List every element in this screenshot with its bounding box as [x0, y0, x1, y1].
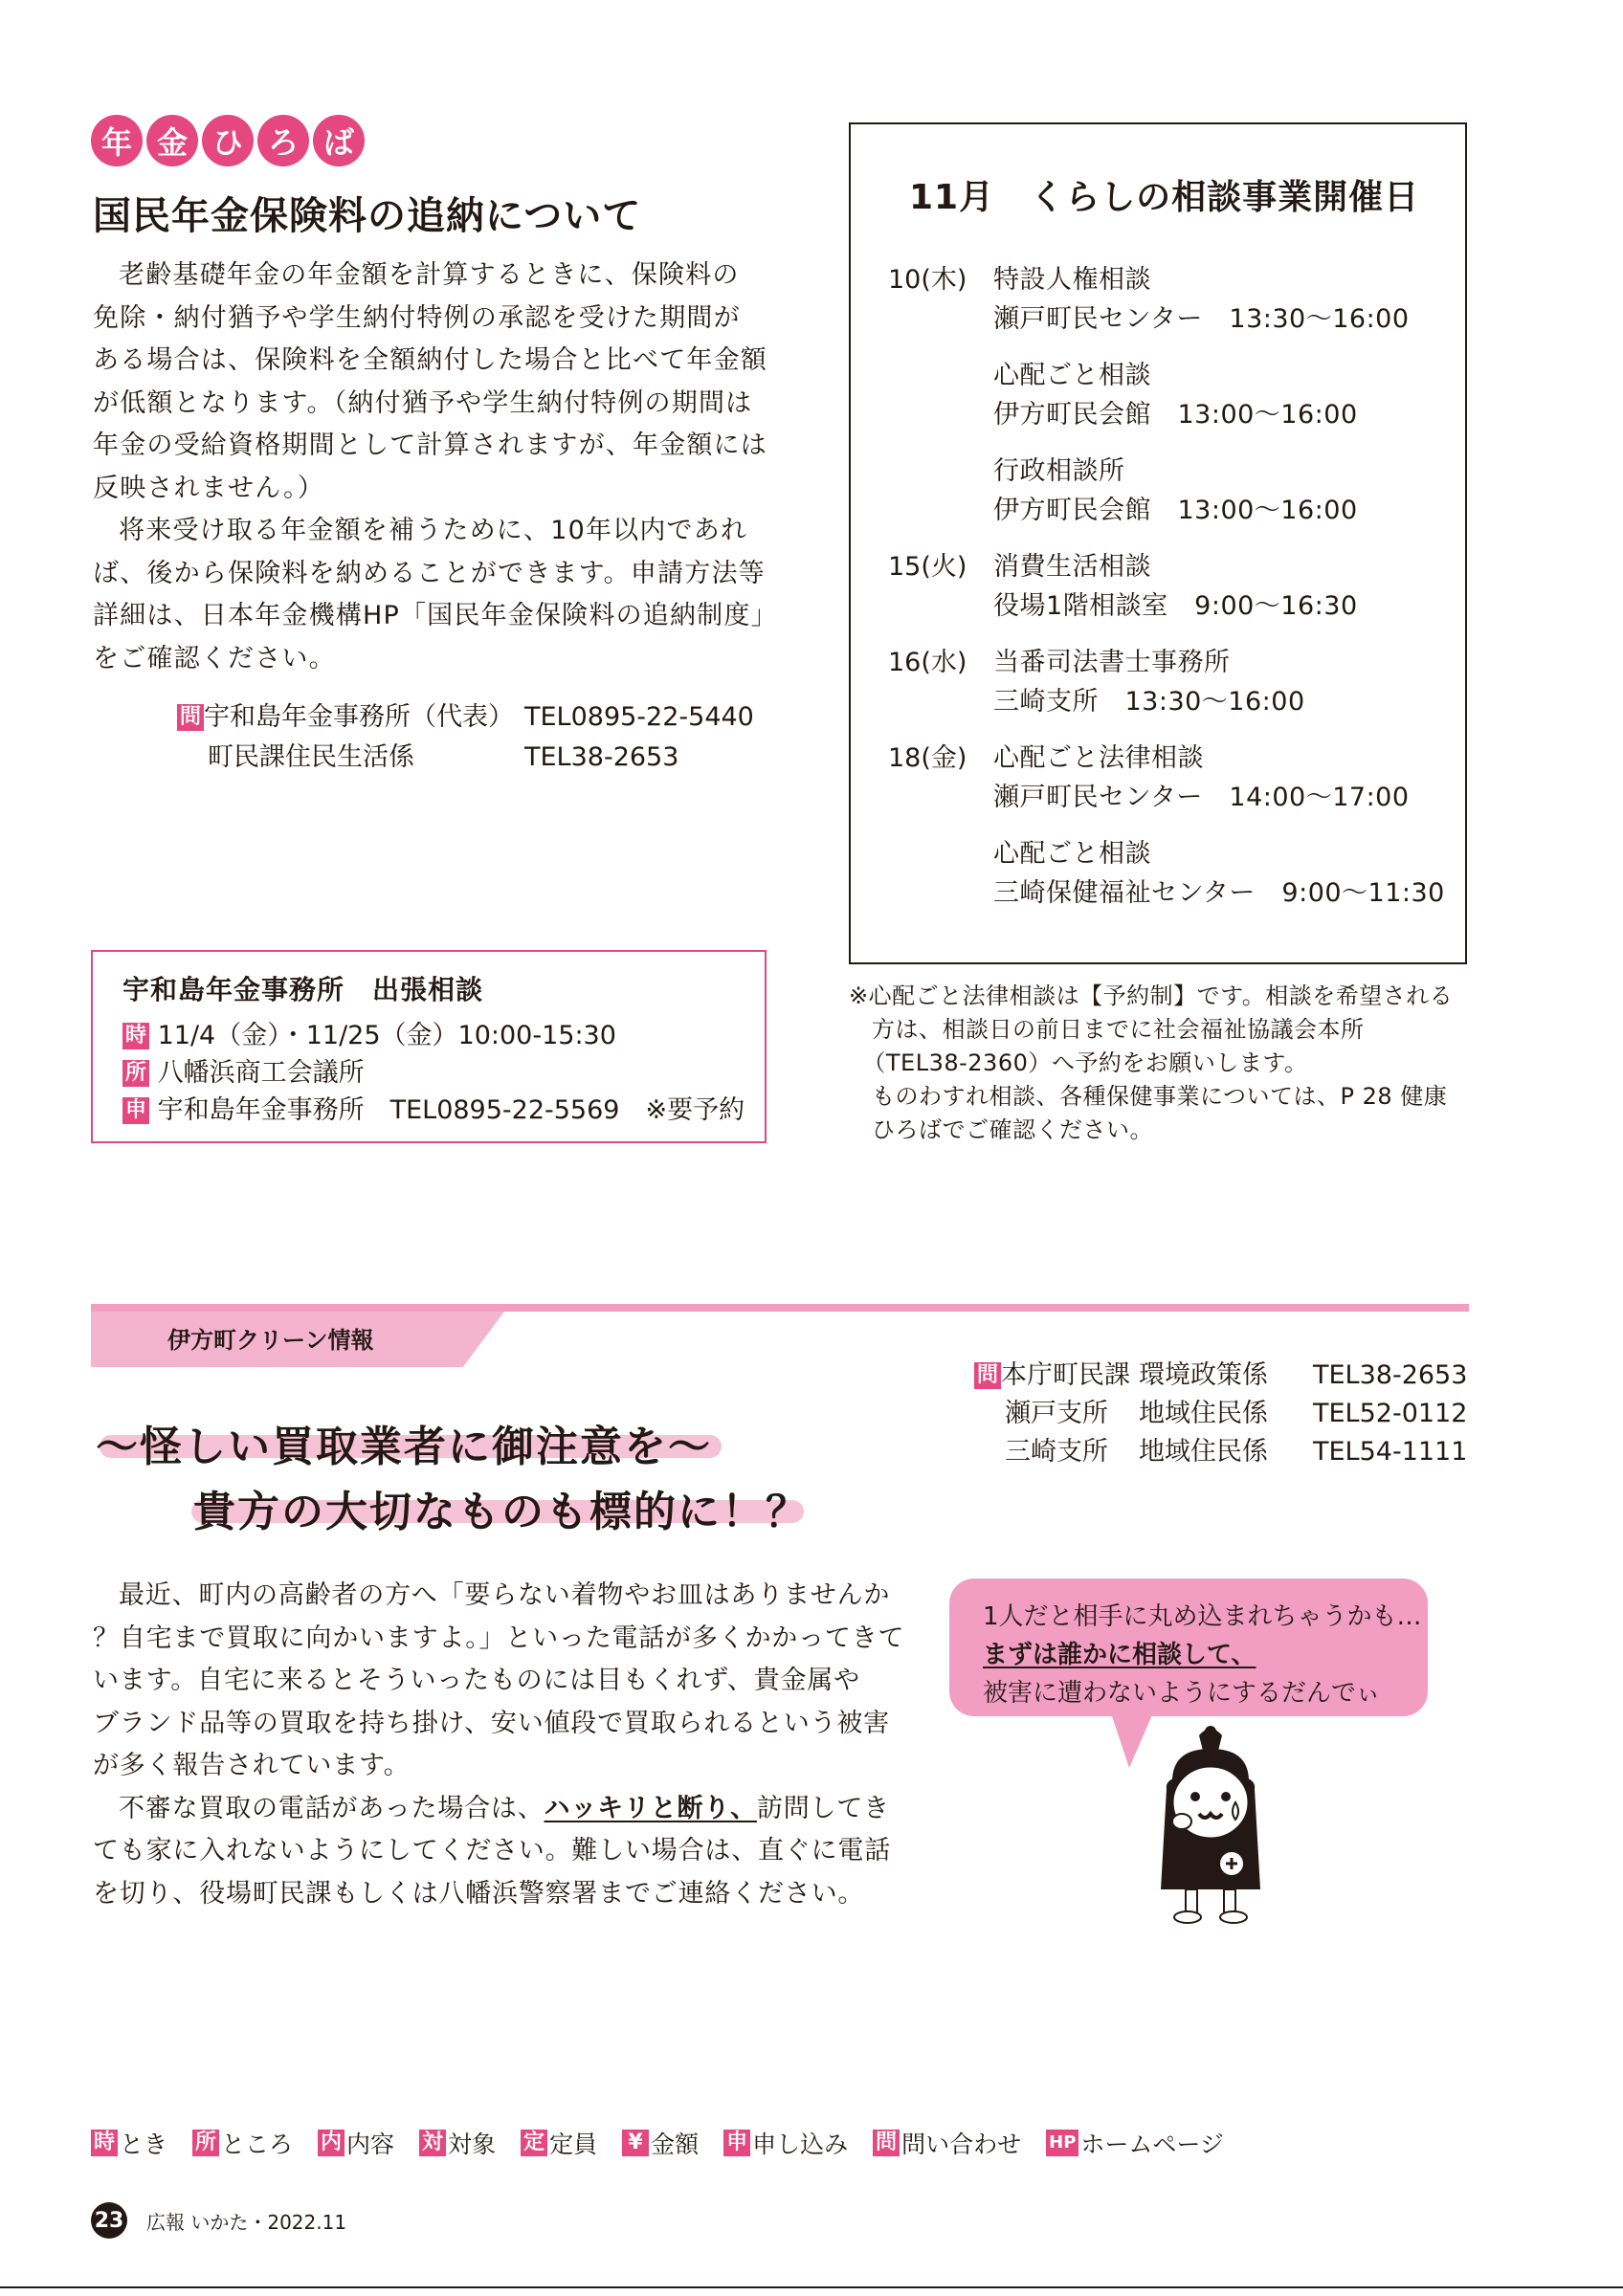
- badge-char: ろ: [257, 115, 309, 166]
- body-line: ば、後から保険料を納めることができます。申請方法等: [93, 558, 766, 588]
- body-line: が低額となります。（納付猶予や学生納付特例の期間は: [93, 387, 753, 418]
- inquiry-mark: 問: [177, 704, 204, 731]
- consult-name: 心配ごと法律相談: [993, 743, 1204, 773]
- clean-title-line2: 貴方の大切なものも標的に！？: [193, 1488, 810, 1536]
- office-name: 本庁町民課: [1001, 1360, 1130, 1390]
- section-divider: [91, 1304, 1469, 1312]
- legend-label: ホームページ: [1080, 2130, 1224, 2158]
- legend-item: [723, 2126, 848, 2160]
- body-line: が多く報告されています。: [93, 1751, 411, 1780]
- body-line: ても家に入れないようにしてください。難しい場合は、直ぐに電話: [93, 1836, 891, 1866]
- legend-label: 内容: [346, 2130, 395, 2158]
- legend-label: ところ: [221, 2130, 294, 2158]
- speech-bubble-text: [983, 1598, 1422, 1712]
- consult-date: 16(水): [888, 648, 967, 677]
- legend-item: [419, 2126, 496, 2160]
- legend-label: 対象: [448, 2130, 497, 2158]
- symbol-legend: [91, 2126, 1224, 2160]
- section-badge: [91, 115, 365, 166]
- badge-char: 年: [91, 115, 143, 166]
- page-number: 23: [91, 2202, 127, 2239]
- note-line: ものわすれ相談、各種保健事業については、P 28 健康: [872, 1083, 1448, 1110]
- inquiry-mark: 問: [974, 1362, 1001, 1389]
- contact-name: 宇和島年金事務所（代表）: [204, 702, 514, 732]
- consult-name: 消費生活相談: [993, 552, 1151, 582]
- consult-name: 当番司法書士事務所: [993, 648, 1231, 677]
- legend-label: 金額: [651, 2130, 700, 2158]
- consult-date: 15(火): [888, 552, 967, 582]
- clean-contact-tel: TEL52-0112: [1313, 1399, 1468, 1428]
- body-text: 不審な買取の電話があった場合は、: [119, 1793, 545, 1823]
- branch-apply-text: 宇和島年金事務所 TEL0895-22-5569 ※要予約: [157, 1095, 745, 1125]
- legend-item: [873, 2126, 1021, 2160]
- legend-mark: 所: [192, 2130, 219, 2156]
- consult-schedule-box: [849, 122, 1467, 964]
- time-mark: 時: [122, 1023, 149, 1049]
- note-line: （TEL38-2360）へ予約をお願いします。: [862, 1049, 1308, 1076]
- body-text: 訪問してき: [756, 1793, 890, 1823]
- legend-mark: 時: [91, 2130, 118, 2156]
- legend-mark: 問: [873, 2130, 900, 2156]
- body-line: ブランド品等の買取を持ち掛け、安い値段で買取られるという被害: [93, 1708, 890, 1738]
- consult-title: 11月 くらしの相談事業開催日: [909, 178, 1420, 217]
- clean-title-line1: ～怪しい買取業者に御注意を～: [96, 1423, 712, 1471]
- note-line: 方は、相談日の前日までに社会福祉協議会本所: [872, 1016, 1365, 1043]
- branch-when-text: 11/4（金）・11/25（金）10:00-15:30: [157, 1021, 616, 1050]
- body-line: 最近、町内の高齢者の方へ「要らない着物やお皿はありませんか: [119, 1580, 891, 1610]
- branch-when: [122, 1014, 616, 1051]
- body-line: 詳細は、日本年金機構HP「国民年金保険料の追納制度」: [93, 601, 778, 630]
- body-line: ？自宅まで買取に向かいますよ。」といった電話が多くかかってきて: [93, 1623, 905, 1653]
- legend-item: [1046, 2126, 1224, 2160]
- bubble-line-emphasis: まずは誰かに相談して、: [983, 1641, 1256, 1669]
- body-line: 将来受け取る年金額を補うために、10年以内であれ: [119, 516, 748, 545]
- legend-mark: 内: [318, 2130, 345, 2156]
- clean-contact-office: [974, 1357, 1130, 1395]
- consult-date: 10(木): [888, 265, 967, 295]
- bottom-rule: [0, 2286, 1623, 2288]
- legend-item: [622, 2126, 699, 2160]
- consult-name: 行政相談所: [993, 456, 1125, 486]
- legend-label: 申し込み: [752, 2130, 849, 2158]
- consult-detail: 伊方町民会館 13:00～16:00: [993, 496, 1358, 525]
- body-line: 老齢基礎年金の年金額を計算するときに、保険料の: [119, 260, 740, 290]
- legend-mark: 対: [419, 2130, 446, 2156]
- consult-note: [849, 980, 1480, 1147]
- branch-where: [122, 1051, 365, 1089]
- legend-mark: ¥: [622, 2130, 649, 2156]
- badge-char: ば: [313, 115, 365, 166]
- legend-mark: 申: [723, 2130, 750, 2156]
- body-line: ある場合は、保険料を全額納付した場合と比べて年金額: [93, 345, 767, 375]
- legend-label: 問い合わせ: [901, 2130, 1022, 2158]
- consult-detail: 瀬戸町民センター 14:00～17:00: [993, 783, 1410, 812]
- clean-contact-section: 地域住民係: [1139, 1399, 1268, 1428]
- body-line: をご確認ください。: [93, 643, 336, 673]
- legend-label: 定員: [549, 2130, 598, 2158]
- pension-contact-1: [177, 698, 514, 737]
- body-line: います。自宅に来るとそういったものには目もくれず、貴金属や: [93, 1666, 860, 1695]
- body-line: 年金の受給資格期間として計算されますが、年金額には: [93, 430, 767, 460]
- pension-contact-2-tel: TEL38-2653: [524, 742, 679, 772]
- body-line: 免除・納付猶予や学生納付特例の承認を受けた期間が: [93, 302, 741, 333]
- pension-contact-1-tel: TEL0895-22-5440: [524, 702, 754, 732]
- pension-contact-2: 町民課住民生活係: [208, 742, 414, 772]
- consult-name: 心配ごと相談: [993, 839, 1151, 869]
- publication-name: 広報 いかた・2022.11: [146, 2211, 347, 2234]
- consult-name: 心配ごと相談: [993, 361, 1151, 390]
- clean-contact-office: 三崎支所: [1005, 1437, 1108, 1467]
- body-line: 反映されません。）: [93, 473, 324, 503]
- clean-body: [93, 1575, 916, 1915]
- legend-mark: HP: [1046, 2130, 1078, 2156]
- consult-detail: 三崎支所 13:30～16:00: [993, 687, 1305, 717]
- consult-name: 特設人権相談: [993, 265, 1151, 295]
- branch-where-text: 八幡浜商工会議所: [157, 1058, 365, 1088]
- consult-detail: 役場1階相談室 9:00～16:30: [993, 591, 1358, 621]
- clean-contact-office: 瀬戸支所: [1005, 1399, 1108, 1428]
- consult-detail: 瀬戸町民センター 13:30～16:00: [993, 304, 1410, 334]
- bubble-line: 被害に遭わないようにするだんでぃ: [983, 1679, 1381, 1708]
- legend-item: [521, 2126, 597, 2160]
- clean-contact-tel: TEL38-2653: [1313, 1360, 1468, 1390]
- apply-mark: 申: [122, 1097, 149, 1124]
- legend-item: [192, 2126, 293, 2160]
- pension-body: [93, 254, 782, 680]
- pension-title: 国民年金保険料の追納について: [93, 194, 642, 238]
- consult-date: 18(金): [888, 743, 967, 773]
- badge-char: ひ: [202, 115, 254, 166]
- legend-item: [318, 2126, 394, 2160]
- body-line: を切り、役場町民課もしくは八幡浜警察署までご連絡ください。: [93, 1878, 865, 1909]
- place-mark: 所: [122, 1060, 149, 1087]
- note-line: ひろばでご確認ください。: [872, 1116, 1153, 1143]
- clean-contact-section: 環境政策係: [1139, 1360, 1268, 1390]
- legend-item: [91, 2126, 167, 2160]
- emphasis-text: ハッキリと断り、: [544, 1793, 757, 1823]
- consult-detail: 伊方町民会館 13:00～16:00: [993, 400, 1358, 430]
- body-line: [93, 1788, 916, 1831]
- bubble-line: 1人だと相手に丸め込まれちゃうかも…: [983, 1602, 1422, 1631]
- clean-contact-tel: TEL54-1111: [1313, 1437, 1468, 1467]
- branch-apply: [122, 1089, 745, 1126]
- consult-detail: 三崎保健福祉センター 9:00～11:30: [993, 878, 1445, 908]
- clean-contact-section: 地域住民係: [1139, 1437, 1268, 1467]
- note-line: ※心配ごと法律相談は【予約制】です。相談を希望される: [849, 982, 1454, 1009]
- mascot-character-icon: [1144, 1722, 1278, 1928]
- branch-title: 宇和島年金事務所 出張相談: [122, 974, 484, 1005]
- legend-label: とき: [120, 2130, 168, 2158]
- badge-char: 金: [146, 115, 198, 166]
- legend-mark: 定: [521, 2130, 547, 2156]
- section-tab-label: 伊方町クリーン情報: [167, 1327, 374, 1354]
